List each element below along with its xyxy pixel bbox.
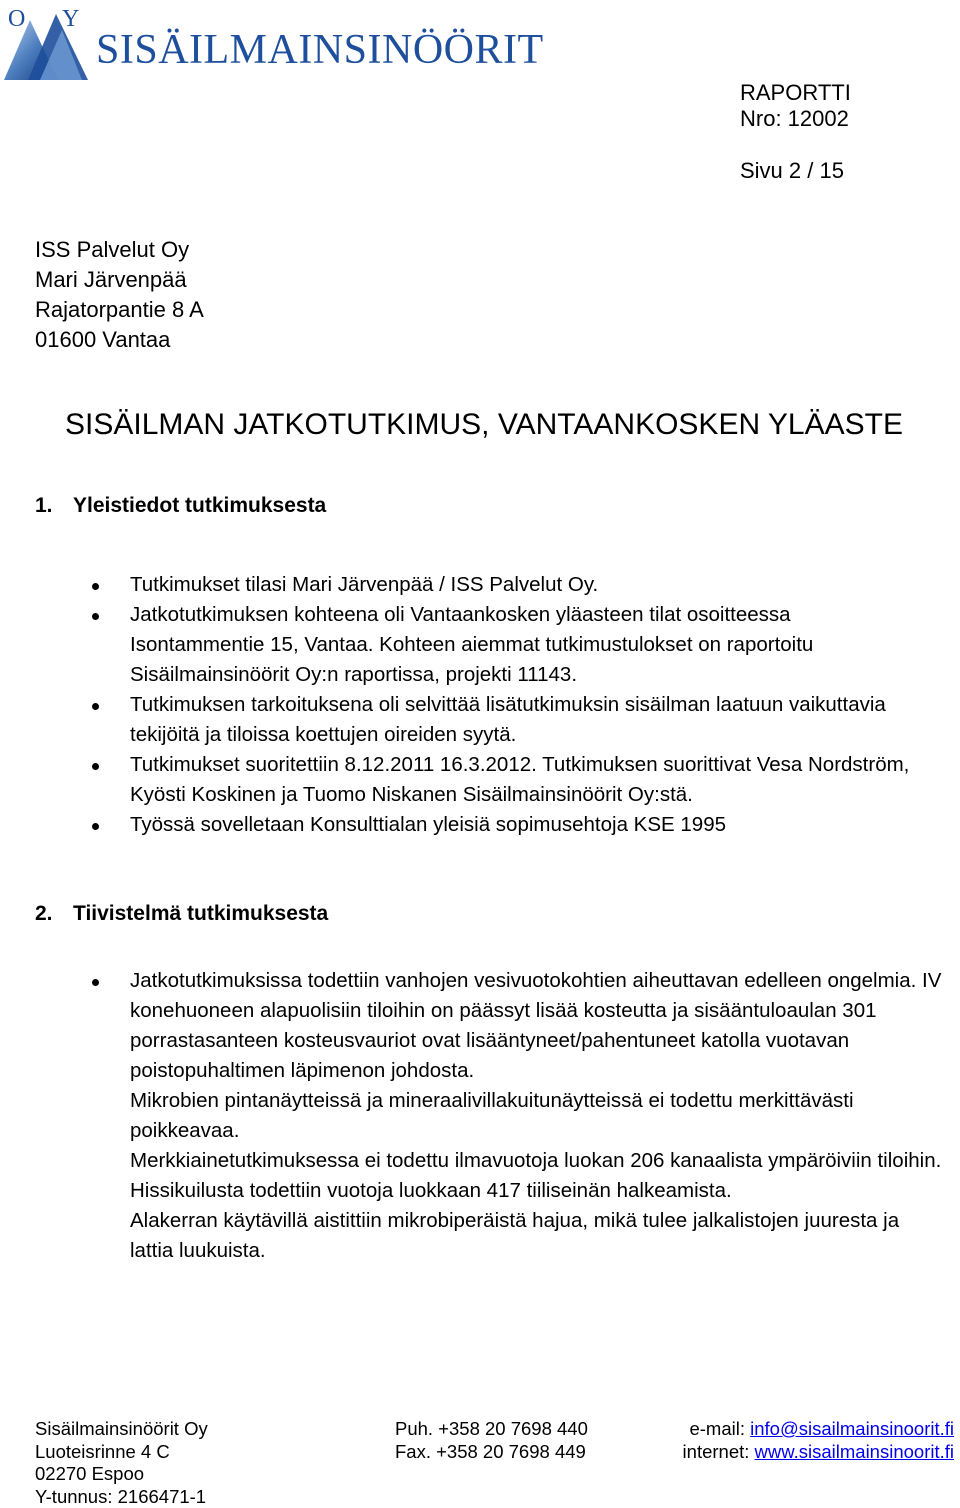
footer-street: Luoteisrinne 4 C xyxy=(35,1441,208,1464)
section-1-list xyxy=(0,570,920,840)
footer-company-block xyxy=(35,1418,208,1508)
summary-paragraph: Alakerran käytävillä aistittiin mikrobiperäistä hajua, mikä tulee jalkalistojen juuresta ja lattia luukuista. xyxy=(130,1206,945,1266)
logo-wordmark: SISÄILMAINSINÖÖRIT xyxy=(96,26,544,74)
footer-phone: Puh. +358 20 7698 440 xyxy=(395,1418,588,1441)
recipient-postal: 01600 Vantaa xyxy=(35,325,204,355)
report-number: Nro: 12002 xyxy=(740,106,849,132)
bullet-icon xyxy=(92,583,99,590)
list-item: Tutkimukset tilasi Mari Järvenpää / ISS Palvelut Oy. xyxy=(0,570,920,600)
summary-paragraph: Jatkotutkimuksissa todettiin vanhojen vesivuotokohtien aiheuttavan edelleen ongelmia. IV konehuoneen alapuolisiin tiloihin on päässyt lisää kosteutta ja sisääntuloaulan 301 porrastasanteen kosteusvauriot ovat lisääntyneet/pahentuneet katolla vuotavan poistopuhaltimen läpimenon johdosta. xyxy=(130,966,945,1086)
footer-fax: Fax. +358 20 7698 449 xyxy=(395,1441,588,1464)
section-2-heading xyxy=(35,902,328,926)
email-link[interactable]: info@sisailmainsinoorit.fi xyxy=(750,1418,954,1439)
footer-postal: 02270 Espoo xyxy=(35,1463,208,1486)
section-1-heading xyxy=(35,494,326,518)
logo-initial-y: Y xyxy=(62,6,79,32)
recipient-address xyxy=(35,235,204,355)
footer-company: Sisäilmainsinöörit Oy xyxy=(35,1418,208,1441)
section-2-number: 2. xyxy=(35,902,73,926)
footer-business-id: Y-tunnus: 2166471-1 xyxy=(35,1486,208,1508)
recipient-company: ISS Palvelut Oy xyxy=(35,235,204,265)
section-1-title: Yleistiedot tutkimuksesta xyxy=(73,494,326,517)
bullet-icon xyxy=(92,823,99,830)
section-2-title: Tiivistelmä tutkimuksesta xyxy=(73,902,328,925)
report-label: RAPORTTI xyxy=(740,80,851,106)
bullet-icon xyxy=(92,703,99,710)
logo-initial-o: O xyxy=(8,6,25,32)
summary-paragraph: Merkkiainetutkimuksessa ei todettu ilmavuotoja luokan 206 kanaalista ympäröiviin tiloihin. Hissikuilusta todettiin vuotoja luokkaan 417 tiiliseinän halkeamista. xyxy=(130,1146,945,1206)
section-2-list xyxy=(0,966,945,1266)
document-title: SISÄILMAN JATKOTUTKIMUS, VANTAANKOSKEN YLÄASTE xyxy=(65,408,903,442)
company-logo xyxy=(0,0,560,90)
recipient-person: Mari Järvenpää xyxy=(35,265,204,295)
list-item xyxy=(0,966,945,1266)
list-item: Työssä sovelletaan Konsulttialan yleisiä sopimusehtoja KSE 1995 xyxy=(0,810,920,840)
logo-emblem-icon xyxy=(0,0,96,90)
bullet-icon xyxy=(92,763,99,770)
list-item: Tutkimukset suoritettiin 8.12.2011 16.3.2012. Tutkimuksen suorittivat Vesa Nordström, Kyösti Koskinen ja Tuomo Niskanen Sisäilmainsinöörit Oy:stä. xyxy=(0,750,920,810)
footer-internet-label: internet: xyxy=(683,1441,755,1462)
recipient-street: Rajatorpantie 8 A xyxy=(35,295,204,325)
list-item: Tutkimuksen tarkoituksena oli selvittää lisätutkimuksin sisäilman laatuun vaikuttavia tekijöitä ja tiloissa koettujen oireiden syytä. xyxy=(0,690,920,750)
summary-paragraph: Mikrobien pintanäytteissä ja mineraalivillakuitunäytteissä ei todettu merkittävästi poikkeavaa. xyxy=(130,1086,945,1146)
bullet-icon xyxy=(92,979,99,986)
bullet-icon xyxy=(92,613,99,620)
footer-email-label: e-mail: xyxy=(689,1418,750,1439)
footer-online-block xyxy=(683,1418,954,1463)
page-indicator: Sivu 2 / 15 xyxy=(740,158,844,184)
list-item: Jatkotutkimuksen kohteena oli Vantaankosken yläasteen tilat osoitteessa Isontammentie 15, Vantaa. Kohteen aiemmat tutkimustulokset on raportoitu Sisäilmainsinöörit Oy:n raportissa, projekti 11143. xyxy=(0,600,920,690)
section-1-number: 1. xyxy=(35,494,73,518)
website-link[interactable]: www.sisailmainsinoorit.fi xyxy=(755,1441,954,1462)
footer-contact-block xyxy=(395,1418,588,1463)
